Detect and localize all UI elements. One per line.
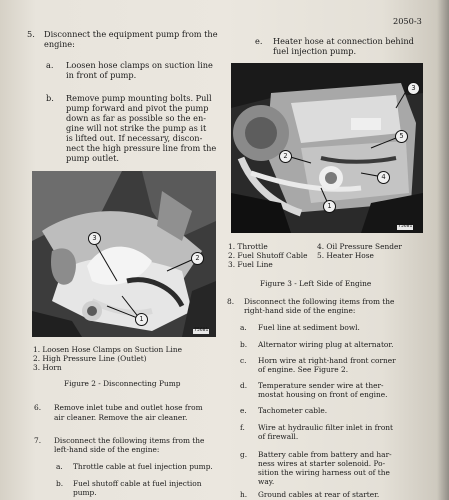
figure-2-photo (32, 171, 216, 337)
step-5b-line: is lifted out. If necessary, discon- (66, 133, 203, 143)
step-8b-line: Alternator wiring plug at alternator. (258, 340, 394, 349)
step-5b-line: pump forward and pivot the pump (66, 103, 209, 113)
step-e-line: fuel injection pump. (273, 46, 357, 56)
figure-3-callout: 2 (279, 150, 292, 163)
figure-2-legend-item: 3. Horn (33, 363, 62, 372)
step-7b-line: Fuel shutoff cable at fuel injection (73, 479, 202, 488)
figure-3-legend-item: 4. Oil Pressure Sender (317, 242, 402, 251)
step-5b-line: down as far as possible so the en- (66, 113, 206, 123)
step-7-line: left-hand side of the engine: (54, 445, 160, 454)
figure-2-legend-item: 1. Loosen Hose Clamps on Suction Line (33, 345, 183, 354)
step-e-label: e. (255, 36, 263, 46)
step-8c-line: Horn wire at right-hand front corner (258, 356, 396, 365)
step-8b-label: b. (240, 340, 248, 349)
step-8d-line: Temperature sender wire at ther- (258, 381, 384, 390)
step-8a-line: Fuel line at sediment bowl. (258, 323, 360, 332)
step-8f-line: of firewall. (258, 432, 299, 441)
step-7-number: 7. (34, 436, 42, 445)
figure-3-legend-item: 5. Heater Hose (317, 251, 374, 260)
figure-3-legend-item: 3. Fuel Line (228, 260, 273, 269)
figure-3-caption: Figure 3 - Left Side of Engine (260, 279, 372, 288)
step-8h-line: Ground cables at rear of starter. (258, 490, 380, 499)
step-7b-label: b. (56, 479, 64, 488)
figure-3-callout: 4 (377, 171, 390, 184)
step-8d-line: mostat housing on front of engine. (258, 390, 388, 399)
step-8c-label: c. (240, 356, 247, 365)
step-5a-line: in front of pump. (66, 70, 137, 80)
step-8f-line: Wire at hydraulic filter inlet in front (258, 423, 394, 432)
step-7-line: Disconnect the following items from the (54, 436, 205, 445)
step-6-line: Remove inlet tube and outlet hose from (54, 403, 203, 412)
step-8c-line: of engine. See Figure 2. (258, 365, 349, 374)
step-8g-line: sition the wiring harness out of the (258, 468, 390, 477)
step-8a-label: a. (240, 323, 247, 332)
figure-2-callout: 2 (191, 252, 204, 265)
step-7a-label: a. (56, 462, 63, 471)
step-5b-line: gine will not strike the pump as it (66, 123, 207, 133)
step-7a-line: Throttle cable at fuel injection pump. (73, 462, 213, 471)
step-5b-line: nect the high pressure line from the (66, 143, 217, 153)
figure-3-photo-code: 75681 (398, 224, 413, 229)
step-8e-label: e. (240, 406, 247, 415)
figure-2-callout: 3 (88, 232, 101, 245)
step-5a-line: Loosen hose clamps on suction line (66, 60, 213, 70)
figure-3-callout: 5 (395, 130, 408, 143)
step-8-line: Disconnect the following items from the (244, 297, 395, 306)
step-8e-line: Tachometer cable. (258, 406, 328, 415)
step-8g-line: way. (258, 477, 275, 486)
step-5-line: Disconnect the equipment pump from the (44, 29, 218, 39)
figure-3-legend-item: 1. Throttle (228, 242, 268, 251)
figure-2-legend-item: 2. High Pressure Line (Outlet) (33, 354, 147, 363)
step-5a-label: a. (46, 60, 54, 70)
step-5b-line: pump outlet. (66, 153, 119, 163)
figure-2-photo-code: 75681 (194, 328, 209, 333)
step-8h-label: h. (240, 490, 248, 499)
step-5-number: 5. (27, 29, 35, 39)
figure-3-legend-item: 2. Fuel Shutoff Cable (228, 251, 308, 260)
step-8-number: 8. (227, 297, 235, 306)
step-5b-label: b. (46, 93, 54, 103)
step-8g-line: ness wires at starter solenoid. Po- (258, 459, 386, 468)
figure-2-caption: Figure 2 - Disconnecting Pump (64, 379, 181, 388)
step-8f-label: f. (240, 423, 245, 432)
figure-2-callout: 1 (135, 313, 148, 326)
step-5b-line: Remove pump mounting bolts. Pull (66, 93, 212, 103)
figure-3-callout: 3 (407, 82, 420, 95)
step-5-line: engine: (44, 39, 75, 49)
step-8g-line: Battery cable from battery and har- (258, 450, 392, 459)
step-7b-line: pump. (73, 488, 97, 497)
step-6-number: 6. (34, 403, 42, 412)
step-8g-label: g. (240, 450, 248, 459)
page-edge-shadow (437, 0, 449, 500)
figure-3-callout: 1 (323, 200, 336, 213)
step-6-line: air cleaner. Remove the air cleaner. (54, 413, 188, 422)
page-number: 2050-3 (393, 16, 422, 26)
step-e-line: Heater hose at connection behind (273, 36, 414, 46)
step-8d-label: d. (240, 381, 248, 390)
step-8-line: right-hand side of the engine: (244, 306, 356, 315)
